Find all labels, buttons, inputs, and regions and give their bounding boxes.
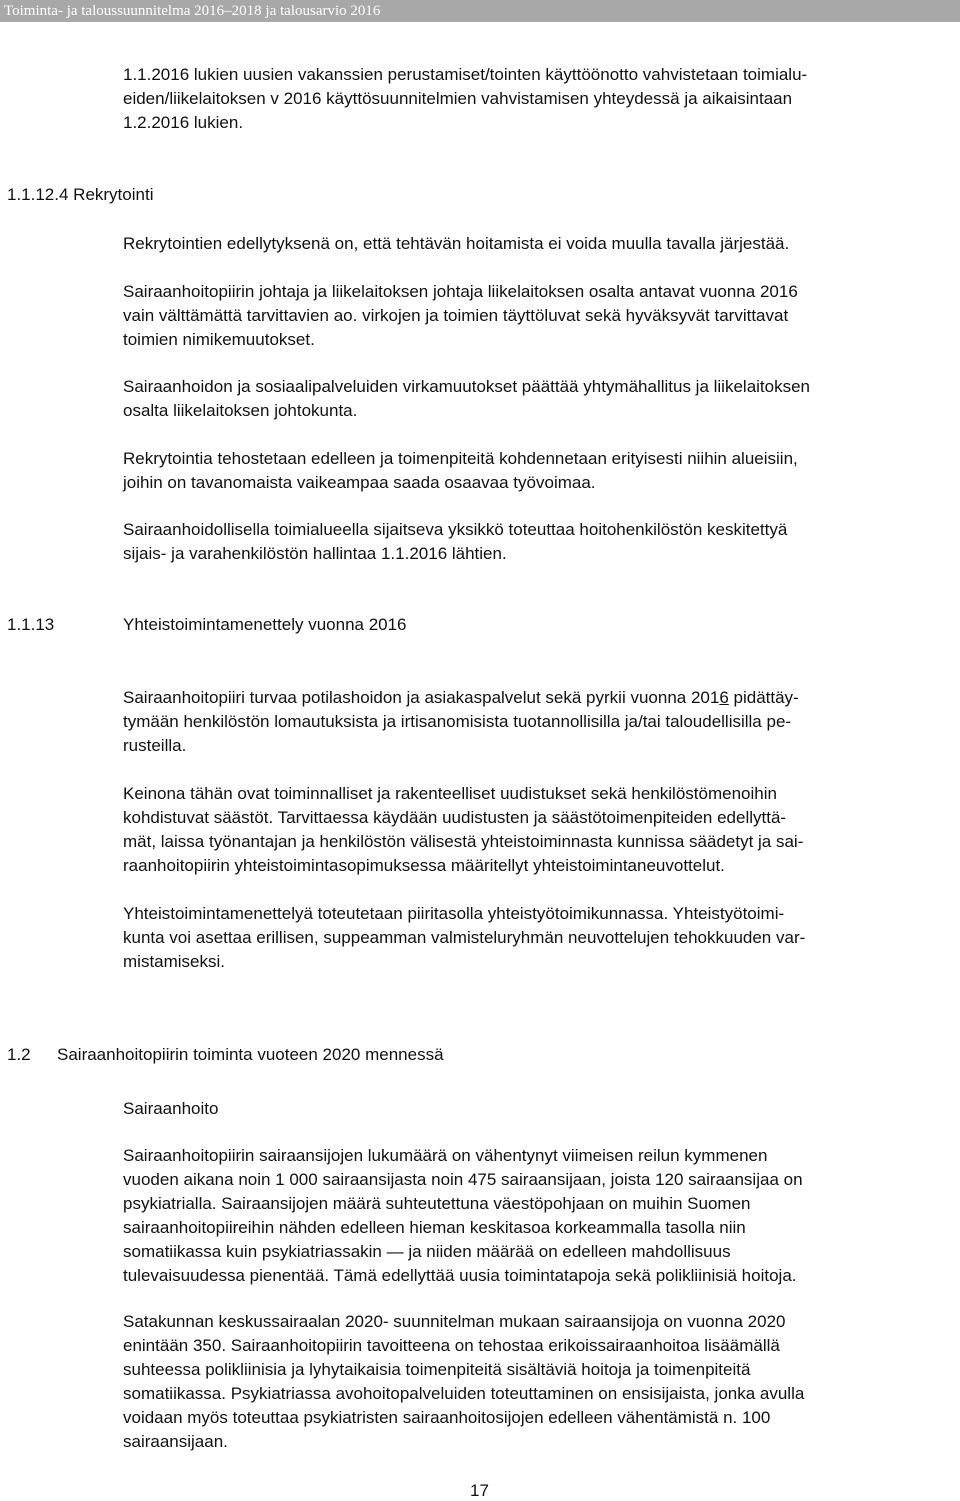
text-line: vain välttämättä tarvittavien ao. virkojen ja toimien täyttöluvat sekä hyväksyvät tarvittavat <box>123 306 789 325</box>
text-line: joihin on tavanomaista vaikeampaa saada osaavaa työvoimaa. <box>123 473 596 492</box>
section-number-1-1-13: 1.1.13 <box>7 615 55 634</box>
text-line: kohdistuvat säästöt. Tarvittaessa käydään uudistusten ja säästötoimenpiteiden edellyttä- <box>123 808 787 827</box>
running-header-title: Toiminta- ja taloussuunnitelma 2016–2018 ja talousarvio 2016 <box>4 3 381 19</box>
text-line: 1.1.2016 lukien uusien vakanssien perustamiset/tointen käyttöönotto vahvistetaan toimialu- <box>123 65 808 84</box>
intro-paragraph <box>123 63 807 135</box>
text-line: sijais- ja varahenkilöstön hallintaa 1.1.2016 lähtien. <box>123 544 507 563</box>
text-line: tymään henkilöstön lomautuksista ja irtisanomisista tuotannollisilla ja/tai taloudellisilla pe- <box>123 712 792 731</box>
text-line: rusteilla. <box>123 736 187 755</box>
text-line: Yhteistoimintamenettelyä toteutetaan piiritasolla yhteistyötoimikunnassa. Yhteistyötoimi- <box>123 904 785 923</box>
text-line: somatiikassa kuin psykiatriassakin — ja niiden määrää on edelleen mahdollisuus <box>123 1242 731 1261</box>
text-line: enintään 350. Sairaanhoitopiirin tavoitteena on tehostaa erikoissairaanhoitoa lisäämällä <box>123 1336 780 1355</box>
paragraph <box>123 518 787 566</box>
paragraph <box>123 232 789 256</box>
section-heading-1-1-12-4: 1.1.12.4 Rekrytointi <box>7 185 154 204</box>
text-line: 1.2.2016 lukien. <box>123 113 244 132</box>
text-line: sairaanhoitopiireihin nähden edelleen hieman keskitasoa korkeammalla tasolla niin <box>123 1218 746 1237</box>
paragraph <box>123 686 799 758</box>
text-line: kunta voi asettaa erillisen, suppeamman valmisteluryhmän neuvottelujen tehokkuuden var- <box>123 928 806 947</box>
section-number-1-2: 1.2 <box>7 1045 31 1064</box>
text-line: Sairaanhoidon ja sosiaalipalveluiden virkamuutokset päättää yhtymähallitus ja liikelaitoksen <box>123 377 811 396</box>
paragraph <box>123 280 798 352</box>
text-line: Sairaanhoitopiirin sairaansijojen lukumäärä on vähentynyt viimeisen reilun kymmenen <box>123 1146 768 1165</box>
running-header-bar <box>0 0 960 22</box>
text-line: Sairaanhoitopiirin johtaja ja liikelaitoksen johtaja liikelaitoksen osalta antavat vuonna 2016 <box>123 282 798 301</box>
text-line: somatiikassa. Psykiatriassa avohoitopalveluiden toteuttaminen on ensisijaista, jonka avulla <box>123 1384 805 1403</box>
text-line: Keinona tähän ovat toiminnalliset ja rakenteelliset uudistukset sekä henkilöstömenoihin <box>123 784 777 803</box>
text-line: osalta liikelaitoksen johtokunta. <box>123 401 358 420</box>
section-title-1-2: Sairaanhoitopiirin toiminta vuoteen 2020 mennessä <box>57 1045 444 1064</box>
text-line: Rekrytointien edellytyksenä on, että tehtävän hoitamista ei voida muulla tavalla järjestää. <box>123 234 790 253</box>
underlined-text: 6 <box>719 688 729 707</box>
paragraph <box>123 1310 804 1454</box>
subheading: Sairaanhoito <box>123 1099 219 1118</box>
text-line: mät, laissa työnantajan ja henkilöstön välisestä yhteistoiminnasta kunnissa säädetyt ja sai- <box>123 832 804 851</box>
text-line <box>123 686 799 710</box>
text-line: raanhoitopiirin yhteistoimintasopimuksessa määritellyt yhteistoimintaneuvottelut. <box>123 856 725 875</box>
text-line: eiden/liikelaitoksen v 2016 käyttösuunnitelmien vahvistamisen yhteydessä ja aikaisintaan <box>123 89 793 108</box>
text-line: Satakunnan keskussairaalan 2020- suunnitelman mukaan sairaansijoja on vuonna 2020 <box>123 1312 786 1331</box>
text-line: suhteessa polikliinisia ja lyhytaikaisia toimenpiteitä sisältäviä hoitoja ja toimenpiteitä <box>123 1360 751 1379</box>
section-title-1-1-13: Yhteistoimintamenettely vuonna 2016 <box>123 615 407 634</box>
text-line: tulevaisuudessa pienentää. Tämä edellyttää uusia toimintatapoja sekä polikliinisiä hoitoja. <box>123 1266 797 1285</box>
text-line: voidaan myös toteuttaa psykiatristen sairaanhoitosijojen edelleen vähentämistä n. 100 <box>123 1408 771 1427</box>
text-line: vuoden aikana noin 1 000 sairaansijasta noin 475 sairaansijaan, joista 120 sairaansijaa on <box>123 1170 803 1189</box>
paragraph <box>123 1144 803 1288</box>
text-run: pidättäy- <box>728 688 799 707</box>
text-line: Sairaanhoidollisella toimialueella sijaitseva yksikkö toteuttaa hoitohenkilöstön keskitettyä <box>123 520 788 539</box>
text-line: psykiatrialla. Sairaansijojen määrä suhteutettuna väestöpohjaan on muihin Suomen <box>123 1194 751 1213</box>
paragraph <box>123 902 805 974</box>
text-line: toimien nimikemuutokset. <box>123 330 315 349</box>
paragraph <box>123 375 810 423</box>
text-line: mistamiseksi. <box>123 952 226 971</box>
text-run: Sairaanhoitopiiri turvaa potilashoidon ja asiakaspalvelut sekä pyrkii vuonna 201 <box>123 688 720 707</box>
text-line: Rekrytointia tehostetaan edelleen ja toimenpiteitä kohdennetaan erityisesti niihin alueisiin, <box>123 449 798 468</box>
paragraph <box>123 782 803 878</box>
text-line: sairaansijaan. <box>123 1432 228 1451</box>
page-number: 17 <box>470 1481 489 1500</box>
paragraph <box>123 447 798 495</box>
